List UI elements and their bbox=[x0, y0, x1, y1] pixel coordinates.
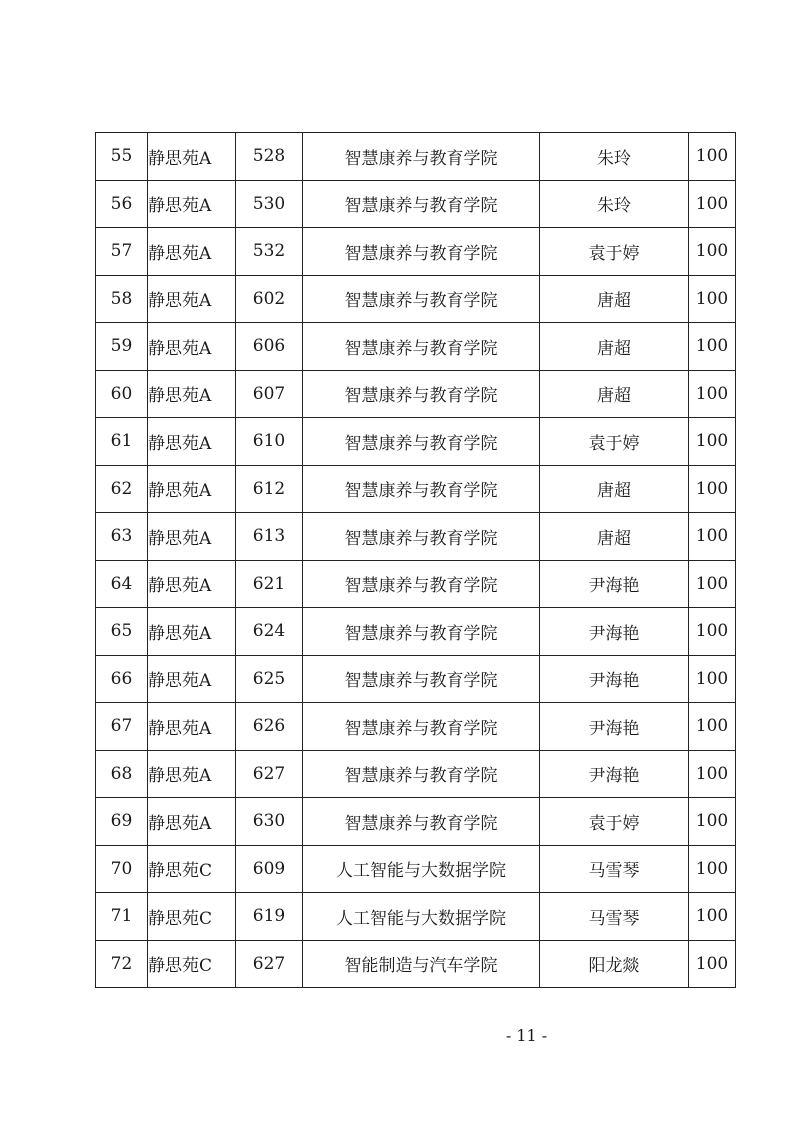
row-number: 64 bbox=[96, 560, 148, 608]
college-name: 人工智能与大数据学院 bbox=[303, 845, 540, 893]
score-value: 100 bbox=[689, 560, 736, 608]
score-value: 100 bbox=[689, 845, 736, 893]
building-name: 静思苑A bbox=[148, 275, 236, 323]
teacher-name: 尹海艳 bbox=[540, 560, 689, 608]
table-row bbox=[96, 940, 736, 988]
score-value: 100 bbox=[689, 893, 736, 941]
dormitory-score-table bbox=[95, 132, 736, 988]
row-number: 59 bbox=[96, 323, 148, 371]
table-row bbox=[96, 370, 736, 418]
college-name: 智慧康养与教育学院 bbox=[303, 513, 540, 561]
table-row bbox=[96, 275, 736, 323]
score-value: 100 bbox=[689, 608, 736, 656]
building-name: 静思苑A bbox=[148, 798, 236, 846]
row-number: 70 bbox=[96, 845, 148, 893]
college-name: 智慧康养与教育学院 bbox=[303, 703, 540, 751]
building-name: 静思苑A bbox=[148, 703, 236, 751]
table-row bbox=[96, 228, 736, 276]
row-number: 62 bbox=[96, 465, 148, 513]
table-body bbox=[96, 133, 736, 988]
teacher-name: 唐超 bbox=[540, 370, 689, 418]
teacher-name: 唐超 bbox=[540, 323, 689, 371]
room-number: 627 bbox=[236, 750, 303, 798]
room-number: 530 bbox=[236, 180, 303, 228]
room-number: 528 bbox=[236, 133, 303, 181]
room-number: 619 bbox=[236, 893, 303, 941]
table-row bbox=[96, 418, 736, 466]
score-value: 100 bbox=[689, 133, 736, 181]
room-number: 609 bbox=[236, 845, 303, 893]
row-number: 69 bbox=[96, 798, 148, 846]
table-row bbox=[96, 133, 736, 181]
room-number: 630 bbox=[236, 798, 303, 846]
room-number: 627 bbox=[236, 940, 303, 988]
room-number: 624 bbox=[236, 608, 303, 656]
building-name: 静思苑C bbox=[148, 893, 236, 941]
room-number: 625 bbox=[236, 655, 303, 703]
room-number: 612 bbox=[236, 465, 303, 513]
score-value: 100 bbox=[689, 940, 736, 988]
page-number: - 11 - bbox=[505, 1026, 548, 1045]
row-number: 71 bbox=[96, 893, 148, 941]
college-name: 智慧康养与教育学院 bbox=[303, 608, 540, 656]
row-number: 72 bbox=[96, 940, 148, 988]
room-number: 613 bbox=[236, 513, 303, 561]
teacher-name: 尹海艳 bbox=[540, 655, 689, 703]
score-value: 100 bbox=[689, 228, 736, 276]
building-name: 静思苑A bbox=[148, 418, 236, 466]
row-number: 56 bbox=[96, 180, 148, 228]
table-row bbox=[96, 323, 736, 371]
table-row bbox=[96, 608, 736, 656]
building-name: 静思苑A bbox=[148, 750, 236, 798]
teacher-name: 马雪琴 bbox=[540, 845, 689, 893]
table-row bbox=[96, 750, 736, 798]
score-value: 100 bbox=[689, 370, 736, 418]
college-name: 智慧康养与教育学院 bbox=[303, 750, 540, 798]
table-row bbox=[96, 655, 736, 703]
building-name: 静思苑A bbox=[148, 513, 236, 561]
row-number: 61 bbox=[96, 418, 148, 466]
row-number: 58 bbox=[96, 275, 148, 323]
building-name: 静思苑A bbox=[148, 560, 236, 608]
score-value: 100 bbox=[689, 655, 736, 703]
room-number: 606 bbox=[236, 323, 303, 371]
row-number: 57 bbox=[96, 228, 148, 276]
room-number: 621 bbox=[236, 560, 303, 608]
table-row bbox=[96, 845, 736, 893]
score-value: 100 bbox=[689, 275, 736, 323]
table-row bbox=[96, 513, 736, 561]
teacher-name: 袁于婷 bbox=[540, 418, 689, 466]
teacher-name: 袁于婷 bbox=[540, 798, 689, 846]
score-value: 100 bbox=[689, 703, 736, 751]
teacher-name: 尹海艳 bbox=[540, 608, 689, 656]
teacher-name: 唐超 bbox=[540, 513, 689, 561]
building-name: 静思苑A bbox=[148, 180, 236, 228]
teacher-name: 马雪琴 bbox=[540, 893, 689, 941]
building-name: 静思苑A bbox=[148, 228, 236, 276]
college-name: 智慧康养与教育学院 bbox=[303, 228, 540, 276]
score-value: 100 bbox=[689, 418, 736, 466]
row-number: 68 bbox=[96, 750, 148, 798]
room-number: 626 bbox=[236, 703, 303, 751]
table-row bbox=[96, 703, 736, 751]
room-number: 602 bbox=[236, 275, 303, 323]
score-value: 100 bbox=[689, 513, 736, 561]
college-name: 智慧康养与教育学院 bbox=[303, 133, 540, 181]
room-number: 532 bbox=[236, 228, 303, 276]
building-name: 静思苑A bbox=[148, 608, 236, 656]
table-row bbox=[96, 893, 736, 941]
room-number: 610 bbox=[236, 418, 303, 466]
teacher-name: 尹海艳 bbox=[540, 750, 689, 798]
score-value: 100 bbox=[689, 180, 736, 228]
college-name: 智慧康养与教育学院 bbox=[303, 560, 540, 608]
table-row bbox=[96, 560, 736, 608]
table-row bbox=[96, 180, 736, 228]
teacher-name: 尹海艳 bbox=[540, 703, 689, 751]
building-name: 静思苑A bbox=[148, 370, 236, 418]
teacher-name: 阳龙燚 bbox=[540, 940, 689, 988]
row-number: 65 bbox=[96, 608, 148, 656]
score-value: 100 bbox=[689, 750, 736, 798]
score-value: 100 bbox=[689, 798, 736, 846]
college-name: 智能制造与汽车学院 bbox=[303, 940, 540, 988]
college-name: 智慧康养与教育学院 bbox=[303, 465, 540, 513]
score-value: 100 bbox=[689, 465, 736, 513]
college-name: 智慧康养与教育学院 bbox=[303, 655, 540, 703]
score-value: 100 bbox=[689, 323, 736, 371]
table-row bbox=[96, 798, 736, 846]
building-name: 静思苑A bbox=[148, 655, 236, 703]
college-name: 智慧康养与教育学院 bbox=[303, 370, 540, 418]
college-name: 人工智能与大数据学院 bbox=[303, 893, 540, 941]
college-name: 智慧康养与教育学院 bbox=[303, 180, 540, 228]
college-name: 智慧康养与教育学院 bbox=[303, 275, 540, 323]
building-name: 静思苑C bbox=[148, 940, 236, 988]
room-number: 607 bbox=[236, 370, 303, 418]
row-number: 66 bbox=[96, 655, 148, 703]
college-name: 智慧康养与教育学院 bbox=[303, 323, 540, 371]
teacher-name: 袁于婷 bbox=[540, 228, 689, 276]
row-number: 55 bbox=[96, 133, 148, 181]
table-row bbox=[96, 465, 736, 513]
building-name: 静思苑C bbox=[148, 845, 236, 893]
college-name: 智慧康养与教育学院 bbox=[303, 418, 540, 466]
building-name: 静思苑A bbox=[148, 133, 236, 181]
teacher-name: 唐超 bbox=[540, 275, 689, 323]
college-name: 智慧康养与教育学院 bbox=[303, 798, 540, 846]
teacher-name: 唐超 bbox=[540, 465, 689, 513]
row-number: 63 bbox=[96, 513, 148, 561]
row-number: 60 bbox=[96, 370, 148, 418]
row-number: 67 bbox=[96, 703, 148, 751]
teacher-name: 朱玲 bbox=[540, 180, 689, 228]
teacher-name: 朱玲 bbox=[540, 133, 689, 181]
building-name: 静思苑A bbox=[148, 465, 236, 513]
building-name: 静思苑A bbox=[148, 323, 236, 371]
